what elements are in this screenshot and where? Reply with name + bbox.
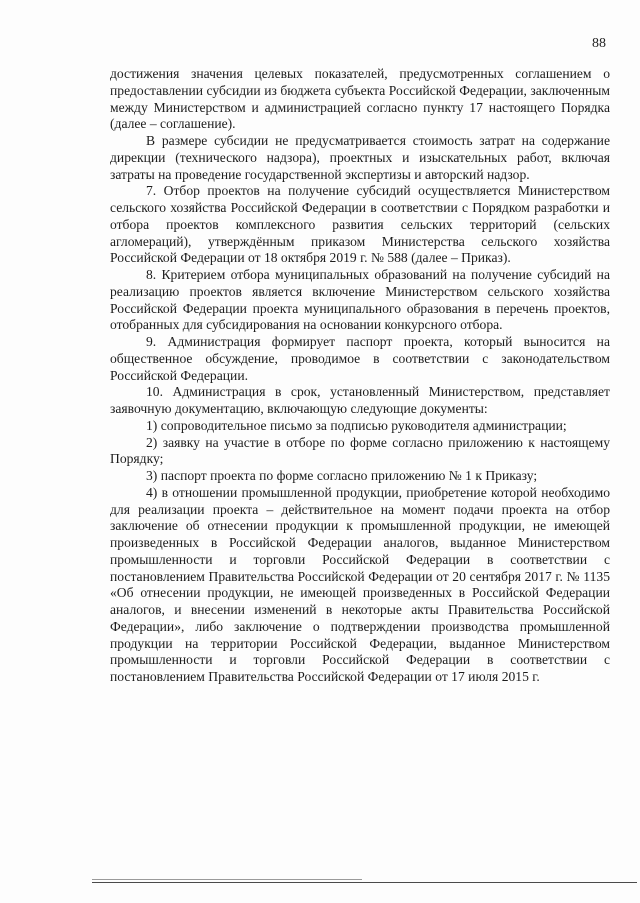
paragraph-item-9: 9. Администрация формирует паспорт проекта, который выносится на общественное обсуждение, проводимое в соответствии с законодательством Российской Федерации. (110, 334, 610, 383)
page-number: 88 (592, 36, 606, 51)
paragraph-subitem-1: 1) сопроводительное письмо за подписью руководителя администрации; (146, 417, 567, 433)
paragraph-subsidy-costs: В размере субсидии не предусматривается стоимость затрат на содержание дирекции (технического надзора), проектных и изыскательных работ, включая затраты на проведение государственной экспертизы и авторский надзор. (110, 133, 610, 182)
paragraph-item-7: 7. Отбор проектов на получение субсидий осуществляется Министерством сельского хозяйства Российской Федерации в соответствии с Порядком разработки и отбора проектов комплексного развития сельских территорий (сельских агломераций), утверждённым приказом Министерства сельского хозяйства Российской Федерации от 18 октября 2019 г. № 588 (далее – Приказ). (110, 183, 610, 266)
paragraph-item-10: 10. Администрация в срок, установленный Министерством, представляет заявочную документацию, включающую следующие документы: (110, 384, 610, 416)
scan-edge-line (92, 879, 362, 880)
body-text (110, 66, 610, 686)
paragraph-subitem-2: 2) заявку на участие в отборе по форме согласно приложению к настоящему Порядку; (110, 434, 610, 467)
paragraph-item-8: 8. Критерием отбора муниципальных образований на получение субсидий на реализацию проектов является включение Министерством сельского хозяйства Российской Федерации проекта муниципального образования в перечень проектов, отобранных для субсидирования на основании конкурсного отбора. (110, 267, 610, 333)
paragraph-subitem-4: 4) в отношении промышленной продукции, приобретение которой необходимо для реализации проекта – действительное на момент подачи проекта на отбор заключение об отнесении продукции к промышленной продукции, не имеющей произведенных в Российской Федерации аналогов, выданное Министерством промышленности и торговли Российской Федерации в соответствии с постановлением Правительства Российской Федерации от 20 сентября 2017 г. № 1135 «Об отнесении продукции, не имеющей произведенных в Российской Федерации аналогов, и внесении изменений в некоторые акты Правительства Российской Федерации», либо заключение о подтверждении производства промышленной продукции на территории Российской Федерации, выданное Министерством промышленности и торговли Российской Федерации в соответствии с постановлением Правительства Российской Федерации от 17 июля 2015 г. (110, 484, 610, 684)
scan-bottom-border (92, 882, 637, 883)
paragraph-continuation: достижения значения целевых показателей, предусмотренных соглашением о предоставлении субсидии из бюджета субъекта Российской Федерации, заключенным между Министерством и администрацией согласно пункту 17 настоящего Порядка (далее – соглашение). (110, 66, 610, 132)
paragraph-subitem-3: 3) паспорт проекта по форме согласно приложению № 1 к Приказу; (146, 468, 538, 483)
